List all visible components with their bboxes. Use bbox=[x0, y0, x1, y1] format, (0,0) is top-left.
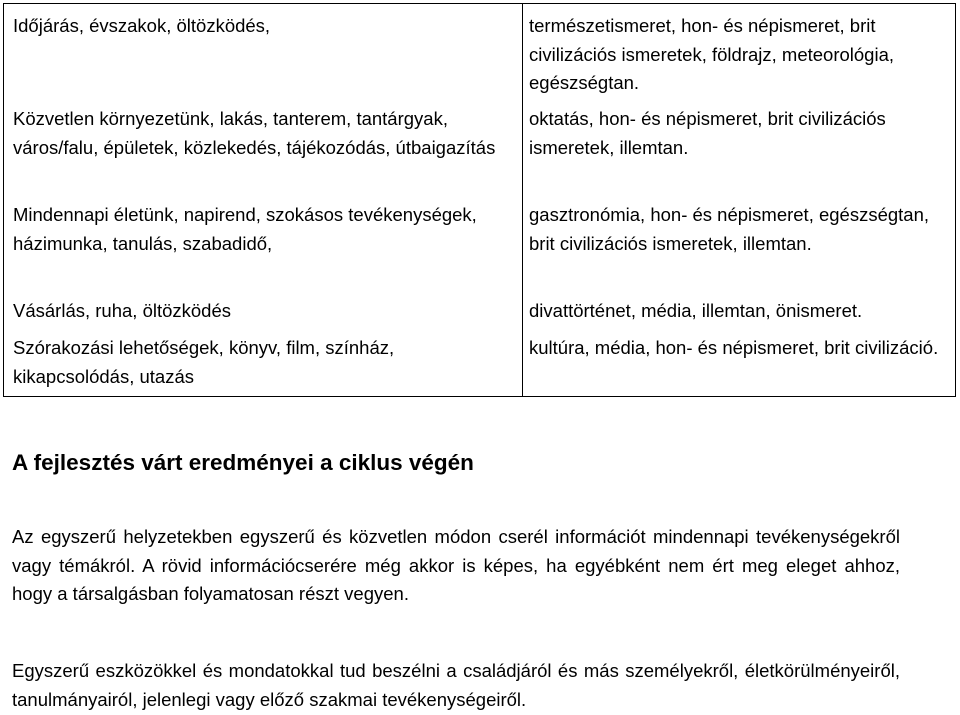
subjects-environment: oktatás, hon- és népismeret, brit civilizációs ismeretek, illemtan. bbox=[529, 108, 886, 158]
topic-entertainment: Szórakozási lehetőségek, könyv, film, színház, kikapcsolódás, utazás bbox=[13, 337, 395, 387]
table-row bbox=[4, 4, 956, 397]
related-subjects-column bbox=[523, 4, 956, 397]
paragraph-describing-people: Egyszerű eszközökkel és mondatokkal tud beszélni a családjáról és más személyekről, életkörülményeiről, tanulmányairól, jelenlegi vagy előző szakmai tevékenységeiről. bbox=[12, 660, 900, 710]
subjects-daily-life: gasztronómia, hon- és népismeret, egészségtan, brit civilizációs ismeretek, illemtan. bbox=[529, 204, 930, 254]
topic-weather: Időjárás, évszakok, öltözködés, bbox=[13, 15, 271, 36]
subjects-weather: természetismeret, hon- és népismeret, brit civilizációs ismeretek, földrajz, meteorológia, egészségtan. bbox=[529, 15, 894, 93]
topics-column bbox=[4, 4, 523, 397]
subjects-shopping: divattörténet, média, illemtan, önismeret. bbox=[529, 300, 863, 321]
paragraph-information-exchange: Az egyszerű helyzetekben egyszerű és közvetlen módon cserél információt mindennapi tevékenységekről vagy témákról. A rövid információcserére még akkor is képes, ha egyébként nem ért meg eleget ahhoz, hogy a társalgásban folyamatosan részt vegyen. bbox=[12, 526, 900, 604]
topic-environment: Közvetlen környezetünk, lakás, tanterem, tantárgyak, város/falu, épületek, közlekedés, tájékozódás, útbaigazítás bbox=[13, 108, 496, 158]
topic-shopping: Vásárlás, ruha, öltözködés bbox=[13, 300, 232, 321]
section-heading: A fejlesztés várt eredményei a ciklus végén bbox=[12, 450, 474, 475]
topics-table bbox=[3, 3, 956, 397]
topic-daily-life: Mindennapi életünk, napirend, szokásos tevékenységek, házimunka, tanulás, szabadidő, bbox=[13, 204, 477, 254]
subjects-entertainment: kultúra, média, hon- és népismeret, brit civilizáció. bbox=[529, 337, 939, 358]
